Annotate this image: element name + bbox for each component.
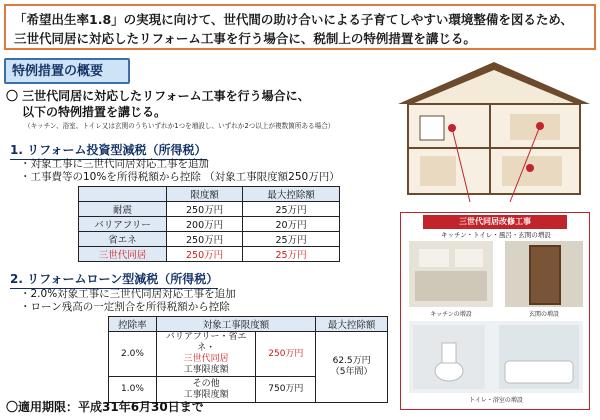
kitchen-photo [409, 241, 493, 307]
table-cell: 200万円 [167, 217, 243, 232]
table-cell: 25万円 [243, 202, 340, 217]
table-cell: 250万円 [167, 232, 243, 247]
table-header: 限度額 [167, 187, 243, 202]
room-shape [420, 156, 456, 186]
door-icon [505, 241, 583, 307]
loan-table [108, 316, 388, 403]
table-row [79, 217, 340, 232]
table-row [79, 232, 340, 247]
table-cell: 20万円 [243, 217, 340, 232]
section-2-bullet-2: ・ローン残高の一定割合を所得税額から控除 [20, 301, 230, 313]
table-header: 最大控除額 [243, 187, 340, 202]
toilet-bath-photo [409, 321, 583, 393]
renovation-subtitle: キッチン・トイレ・風呂・玄関の増設 [441, 231, 551, 239]
table-cell: 省エネ [79, 232, 167, 247]
table-cell: 750万円 [256, 377, 316, 403]
table-cell: 25万円 [243, 232, 340, 247]
table-cell: 1.0% [109, 377, 157, 403]
table-cell: 三世代同居 [79, 247, 167, 262]
attic-shape [412, 70, 576, 104]
caption-kitchen: キッチンの増設 [430, 311, 472, 318]
table-header: 対象工事限度額 [156, 317, 315, 332]
section-1-title: 1. リフォーム投資型減税（所得税） [10, 141, 207, 160]
table-cell: 耐震 [79, 202, 167, 217]
table-header [79, 187, 167, 202]
section-tag: 特例措置の概要 [4, 58, 130, 84]
window-shape [420, 116, 444, 140]
renovation-panel [400, 212, 590, 410]
table-cell [156, 332, 256, 377]
section-2-title: 2. リフォームローン型減税（所得税） [10, 270, 218, 289]
toilet-bath-icon [409, 321, 583, 393]
header-line-2: 三世代同居に対応したリフォーム工事を行う場合に、税制上の特例措置を講じる。 [14, 31, 476, 46]
cell-text: 工事限度額 [183, 389, 229, 400]
cell-text: 三世代同居 [183, 354, 229, 364]
house-illustration [390, 56, 598, 204]
cell-text: 工事限度額 [183, 365, 229, 375]
table-cell [316, 332, 388, 403]
table-cell: 250万円 [167, 247, 243, 262]
cell-text: バリアフリー・省エネ・ [165, 332, 247, 353]
renovation-title: 三世代同居改修工事 [423, 215, 567, 229]
table-cell: 250万円 [167, 202, 243, 217]
table-row-highlight [79, 247, 340, 262]
footer-deadline: 〇適用期限：平成31年6月30日まで [6, 400, 204, 414]
cell-text: その他 [192, 378, 220, 389]
table-cell: 2.0% [109, 332, 157, 377]
room-shape [510, 114, 560, 140]
header-banner [4, 4, 596, 50]
table-header: 最大控除額 [316, 317, 388, 332]
table-header: 控除率 [109, 317, 157, 332]
section-2-bullet-1: ・2.0%対象工事に三世代同居対応工事を追加 [20, 288, 236, 300]
table-row [79, 202, 340, 217]
caption-toilet-bath: トイレ・浴室の増設 [469, 397, 523, 404]
cell-text: 62.5万円 [332, 356, 371, 366]
table-cell: バリアフリー [79, 217, 167, 232]
marker-dot [526, 164, 534, 172]
section-1-bullet-2: ・工事費等の10%を所得税額から控除 （対象工事限度額250万円） [20, 171, 340, 183]
cell-text: （5年間） [330, 367, 373, 377]
caption-entrance: 玄関の増設 [528, 311, 559, 318]
intro-line-2: 以下の特例措置を講じる。 [22, 105, 167, 119]
intro-line-1: 〇 三世代同居に対応したリフォーム工事を行う場合に、 [6, 89, 310, 103]
intro [6, 88, 386, 120]
table-cell: 25万円 [243, 247, 340, 262]
kitchen-icon [409, 241, 493, 307]
header-line-1: 「希望出生率1.8」の実現に向けて、世代間の助け合いによる子育てしやすい環境整備を図るため、 [14, 12, 573, 27]
table-cell: 250万円 [256, 332, 316, 377]
entrance-photo [505, 241, 583, 307]
intro-note: （キッチン、浴室、トイレ又は玄関のうちいずれか1つを増設し、いずれか2つ以上が複数箇所ある場合） [24, 122, 335, 130]
table-row [109, 332, 388, 377]
section-1-bullet-1: ・対象工事に三世代同居対応工事を追加 [20, 158, 209, 170]
investment-table [78, 186, 340, 262]
